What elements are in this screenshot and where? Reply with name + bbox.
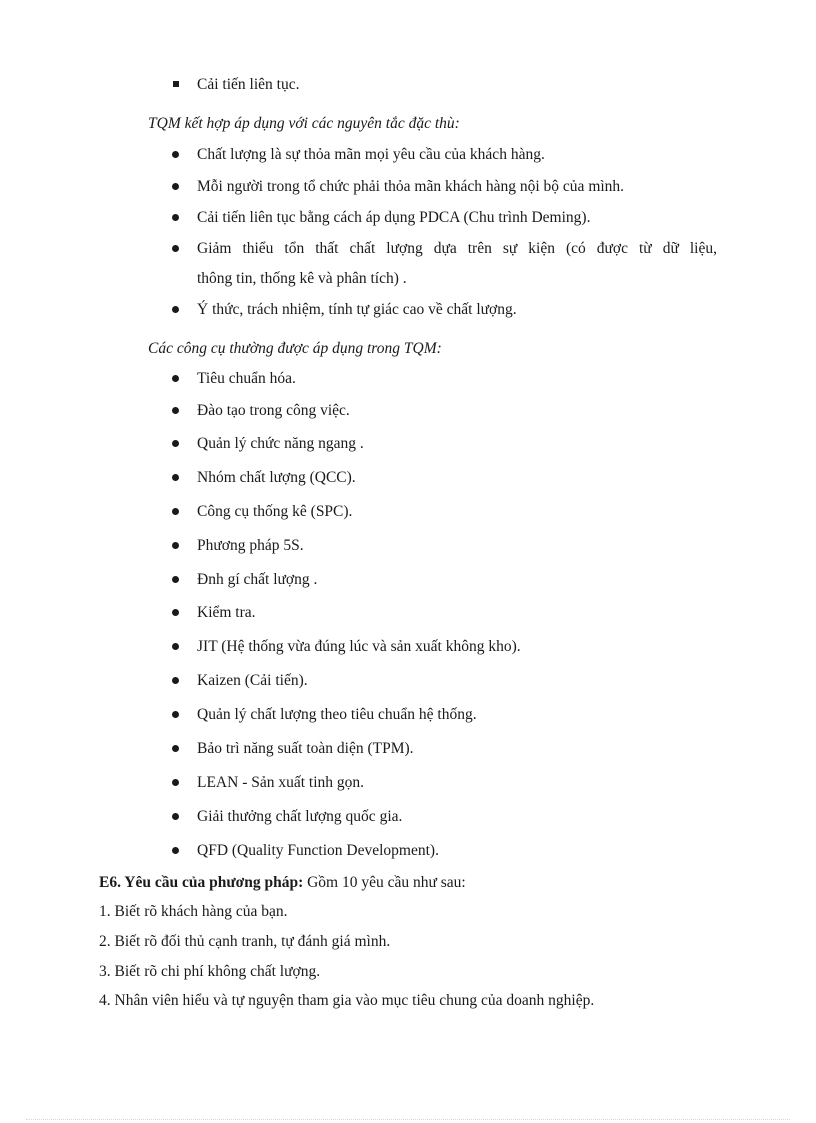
list-item: Chất lượng là sự thỏa mãn mọi yêu cầu của khách hàng.	[197, 146, 545, 163]
list-item: Đnh gí chất lượng .	[197, 571, 318, 588]
list-item: QFD (Quality Function Development).	[197, 842, 439, 859]
bullet-icon	[172, 214, 179, 221]
requirement-item: 3. Biết rõ chi phí không chất lượng.	[99, 963, 321, 980]
list-item: Nhóm chất lượng (QCC).	[197, 469, 356, 486]
page-bottom-rule	[26, 1119, 790, 1120]
list-item: Giảm thiểu tổn thất chất lượng dựa trên sự kiện (có được từ dữ liệu,	[197, 240, 717, 257]
list-item: LEAN - Sản xuất tinh gọn.	[197, 774, 365, 791]
list-item: JIT (Hệ thống vừa đúng lúc và sản xuất không kho).	[197, 638, 521, 655]
bullet-icon	[172, 306, 179, 313]
list-item: Kiểm tra.	[197, 604, 256, 621]
bullet-icon	[172, 245, 179, 252]
requirement-item: 1. Biết rõ khách hàng của bạn.	[99, 903, 288, 920]
section-e6-intro: Gồm 10 yêu cầu như sau:	[307, 874, 466, 891]
list-item: Ý thức, trách nhiệm, tính tự giác cao về chất lượng.	[197, 301, 517, 318]
section-e6-title: E6. Yêu cầu của phương pháp:	[99, 874, 304, 891]
bullet-icon	[172, 183, 179, 190]
bullet-icon	[172, 779, 179, 786]
section-e6-heading	[99, 873, 466, 893]
list-item: Đào tạo trong công việc.	[197, 402, 350, 419]
bullet-icon	[172, 440, 179, 447]
tools-heading: Các công cụ thường được áp dụng trong TQM:	[148, 340, 442, 357]
bullet-icon	[172, 677, 179, 684]
list-item: Cải tiến liên tục bằng cách áp dụng PDCA (Chu trình Deming).	[197, 209, 591, 226]
principles-heading: TQM kết hợp áp dụng với các nguyên tắc đặc thù:	[148, 115, 460, 132]
list-item-continuation: thông tin, thống kê và phân tích) .	[197, 270, 407, 287]
list-item: Kaizen (Cải tiến).	[197, 672, 308, 689]
bullet-icon	[172, 474, 179, 481]
bullet-icon	[172, 407, 179, 414]
bullet-icon	[172, 576, 179, 583]
bullet-icon	[172, 609, 179, 616]
list-item: Quản lý chức năng ngang .	[197, 435, 364, 452]
bullet-icon	[172, 847, 179, 854]
list-item: Giải thưởng chất lượng quốc gia.	[197, 808, 403, 825]
bullet-icon	[172, 813, 179, 820]
list-item: Cải tiến liên tục.	[197, 76, 300, 93]
requirement-item: 2. Biết rõ đối thủ cạnh tranh, tự đánh giá mình.	[99, 933, 391, 950]
bullet-icon	[172, 151, 179, 158]
square-bullet-icon	[173, 81, 179, 87]
list-item: Quản lý chất lượng theo tiêu chuẩn hệ thống.	[197, 706, 477, 723]
bullet-icon	[172, 542, 179, 549]
list-item: Bảo trì năng suất toàn diện (TPM).	[197, 740, 414, 757]
bullet-icon	[172, 508, 179, 515]
bullet-icon	[172, 643, 179, 650]
bullet-icon	[172, 375, 179, 382]
list-item: Mỗi người trong tổ chức phải thỏa mãn khách hàng nội bộ của mình.	[197, 178, 625, 195]
list-item: Tiêu chuẩn hóa.	[197, 370, 296, 387]
requirement-item: 4. Nhân viên hiểu và tự nguyện tham gia vào mục tiêu chung của doanh nghiệp.	[99, 992, 595, 1009]
bullet-icon	[172, 745, 179, 752]
list-item: Phương pháp 5S.	[197, 537, 304, 554]
list-item: Công cụ thống kê (SPC).	[197, 503, 353, 520]
bullet-icon	[172, 711, 179, 718]
